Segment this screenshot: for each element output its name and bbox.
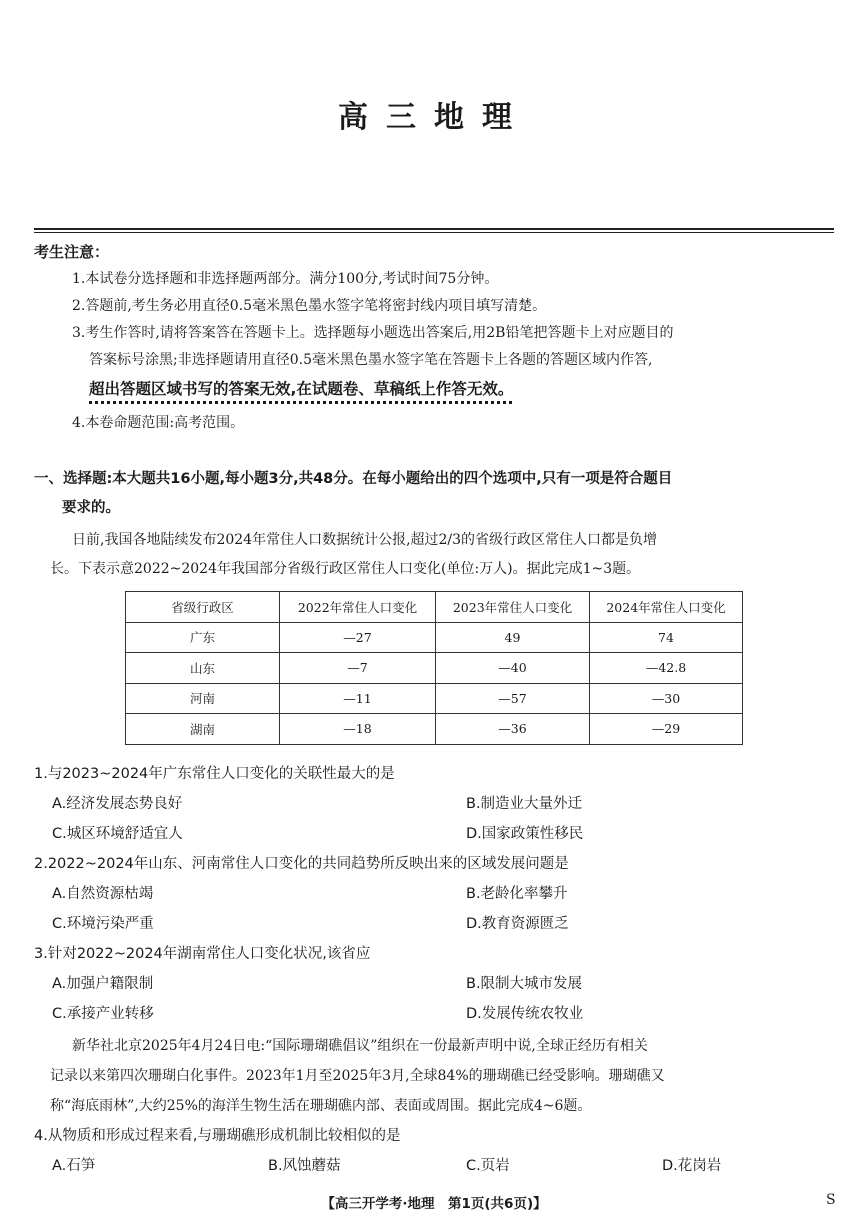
table-cell: —11 [280, 683, 436, 714]
question-1-option-d: D.国家政策性移民 [466, 826, 584, 842]
question-2-option-d: D.教育资源匮乏 [466, 916, 569, 932]
notice-item-2: 2.答题前,考生务必用直径0.5毫米黑色墨水签字笔将密封线内项目填写清楚。 [72, 298, 547, 314]
table-cell: —40 [436, 653, 590, 684]
question-3-option-b: B.限制大城市发展 [466, 976, 583, 992]
table-header: 2023年常住人口变化 [436, 592, 590, 623]
passage-1-line-2: 长。下表示意2022~2024年我国部分省级行政区常住人口变化(单位:万人)。据此完成1~3题。 [50, 561, 641, 577]
table-cell: 74 [590, 622, 743, 653]
notice-item-1: 1.本试卷分选择题和非选择题两部分。满分100分,考试时间75分钟。 [72, 271, 499, 287]
question-1-option-b: B.制造业大量外迁 [466, 796, 583, 812]
passage-2-line-1: 新华社北京2025年4月24日电:“国际珊瑚礁倡议”组织在一份最新声明中说,全球正经历有相关 [72, 1038, 648, 1054]
question-1-stem: 1.与2023~2024年广东常住人口变化的关联性最大的是 [34, 766, 395, 782]
notice-item-3-cont: 答案标号涂黑;非选择题请用直径0.5毫米黑色墨水签字笔在答题卡上各题的答题区域内作答, [89, 352, 653, 368]
notice-item-3-emphasis: 超出答题区域书写的答案无效,在试题卷、草稿纸上作答无效。 [89, 380, 514, 398]
question-4-option-b: B.风蚀蘑菇 [268, 1158, 341, 1174]
table-row [126, 683, 743, 714]
table-cell: —30 [590, 683, 743, 714]
title-divider-thin [34, 232, 834, 233]
table-cell: 河南 [126, 683, 280, 714]
table-row [126, 622, 743, 653]
table-header: 2022年常住人口变化 [280, 592, 436, 623]
question-3-option-d: D.发展传统农牧业 [466, 1006, 584, 1022]
question-4-option-c: C.页岩 [466, 1158, 510, 1174]
notice-item-4: 4.本卷命题范围:高考范围。 [72, 415, 245, 431]
table-cell: 湖南 [126, 714, 280, 745]
passage-1-line-1: 日前,我国各地陆续发布2024年常住人口数据统计公报,超过2/3的省级行政区常住人口都是负增 [72, 532, 658, 548]
table-cell: —7 [280, 653, 436, 684]
table-header: 2024年常住人口变化 [590, 592, 743, 623]
table-cell: —36 [436, 714, 590, 745]
table-cell: —42.8 [590, 653, 743, 684]
table-cell: —29 [590, 714, 743, 745]
passage-2-line-2: 记录以来第四次珊瑚白化事件。2023年1月至2025年3月,全球84%的珊瑚礁已经受影响。珊瑚礁又 [50, 1068, 665, 1084]
population-table [125, 591, 743, 745]
page-title: 高三地理 [338, 100, 530, 135]
table-cell: —27 [280, 622, 436, 653]
question-3-option-a: A.加强户籍限制 [52, 976, 154, 992]
question-1-option-a: A.经济发展态势良好 [52, 796, 183, 812]
footer-mark: S [826, 1192, 836, 1208]
question-4-option-d: D.花岗岩 [662, 1158, 722, 1174]
table-row [126, 714, 743, 745]
table-cell: —57 [436, 683, 590, 714]
question-3-option-c: C.承接产业转移 [52, 1006, 154, 1022]
table-header-row [126, 592, 743, 623]
table-cell: 山东 [126, 653, 280, 684]
passage-2-line-3: 称“海底雨林”,大约25%的海洋生物生活在珊瑚礁内部、表面或周围。据此完成4~6题。 [50, 1098, 592, 1114]
table-header: 省级行政区 [126, 592, 280, 623]
question-4-option-a: A.石笋 [52, 1158, 96, 1174]
question-2-option-b: B.老龄化率攀升 [466, 886, 568, 902]
question-2-stem: 2.2022~2024年山东、河南常住人口变化的共同趋势所反映出来的区域发展问题是 [34, 856, 569, 872]
question-2-option-c: C.环境污染严重 [52, 916, 154, 932]
table-cell: 49 [436, 622, 590, 653]
question-4-stem: 4.从物质和形成过程来看,与珊瑚礁形成机制比较相似的是 [34, 1128, 401, 1144]
table-row [126, 653, 743, 684]
section-heading: 一、选择题:本大题共16小题,每小题3分,共48分。在每小题给出的四个选项中,只有一项是符合题目 [34, 471, 673, 487]
table-cell: —18 [280, 714, 436, 745]
notice-heading: 考生注意： [34, 243, 110, 261]
notice-item-3: 3.考生作答时,请将答案答在答题卡上。选择题每小题选出答案后,用2B铅笔把答题卡上对应题目的 [72, 325, 674, 341]
page-footer: 【高三开学考·地理 第1页(共6页)】 [321, 1196, 547, 1212]
question-2-option-a: A.自然资源枯竭 [52, 886, 154, 902]
question-3-stem: 3.针对2022~2024年湖南常住人口变化状况,该省应 [34, 946, 371, 962]
question-1-option-c: C.城区环境舒适宜人 [52, 826, 183, 842]
table-cell: 广东 [126, 622, 280, 653]
title-divider [34, 228, 834, 230]
section-heading-cont: 要求的。 [62, 500, 120, 516]
